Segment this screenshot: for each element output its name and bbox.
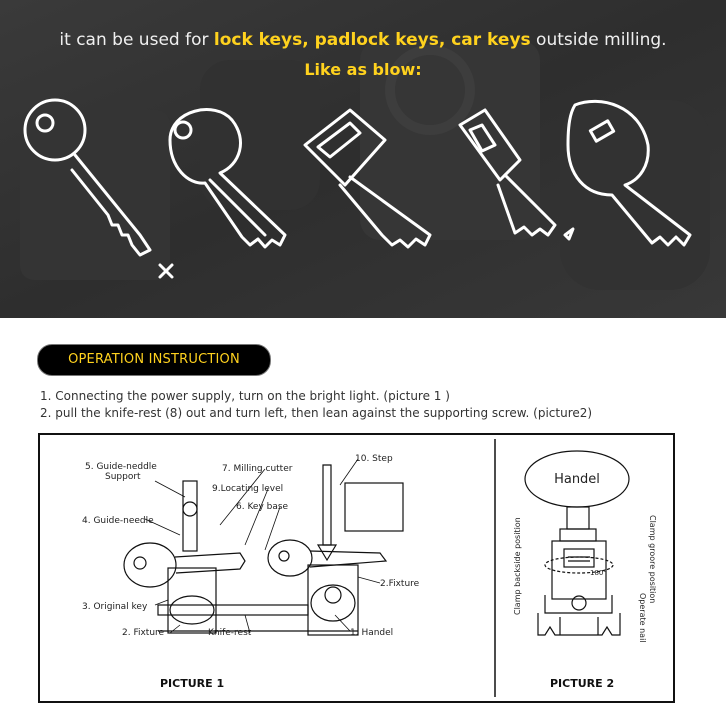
- headline-post: outside milling.: [530, 30, 667, 50]
- label-knife-rest: Knife-rest: [208, 628, 252, 638]
- label-clamp-backside: Clamp backside position: [513, 517, 522, 615]
- hero-banner: [0, 0, 726, 318]
- label-step: 10. Step: [355, 454, 393, 464]
- label-fixture-left: 2. Fixture: [122, 628, 165, 638]
- label-original-key: 3. Original key: [82, 602, 148, 612]
- instruction-diagram-panel: [38, 433, 675, 703]
- label-locating-level: 9.Locating level: [212, 484, 284, 494]
- label-key-base: 6. Key base: [236, 502, 289, 512]
- shield-key-icon: [568, 101, 690, 245]
- instruction-step-2: 2. pull the knife-rest (8) out and turn left, then lean against the supporting screw. (picture2): [40, 406, 593, 420]
- label-guide-needle-support: 5. Guide-neddle: [85, 462, 157, 472]
- instruction-step-1: 1. Connecting the power supply, turn on the bright light. (picture 1 ): [40, 389, 450, 403]
- lock-key-icon: [25, 100, 172, 277]
- key-illustrations: [0, 85, 726, 285]
- picture2-caption: PICTURE 2: [550, 677, 615, 690]
- flat-key-icon: [460, 110, 573, 239]
- section-badge: [37, 344, 271, 376]
- label-guide-needle-support-2: Support: [105, 472, 141, 482]
- label-operate-nail: Operate nail: [638, 593, 647, 643]
- label-fixture-right: 2.Fixture: [380, 579, 420, 589]
- headline-highlight: lock keys, padlock keys, car keys: [213, 30, 531, 50]
- headline: [0, 30, 726, 50]
- label-guide-needle: 4. Guide-needle: [82, 516, 154, 526]
- subline: Like as blow:: [304, 60, 422, 79]
- label-handel: 1. Handel: [350, 628, 394, 638]
- headline-pre: it can be used for: [59, 30, 214, 50]
- label-clamp-groove: Clamp groore position: [648, 515, 657, 604]
- label-milling-cutter: 7. Milling cutter: [222, 464, 293, 474]
- padlock-key-icon: [170, 110, 285, 247]
- label-angle: 180°: [590, 569, 607, 577]
- label-handel-p2: Handel: [554, 472, 600, 487]
- car-key-icon: [305, 110, 430, 247]
- section-badge-label: OPERATION INSTRUCTION: [68, 352, 240, 367]
- picture1-caption: PICTURE 1: [160, 677, 225, 690]
- instruction-diagrams: [40, 435, 673, 701]
